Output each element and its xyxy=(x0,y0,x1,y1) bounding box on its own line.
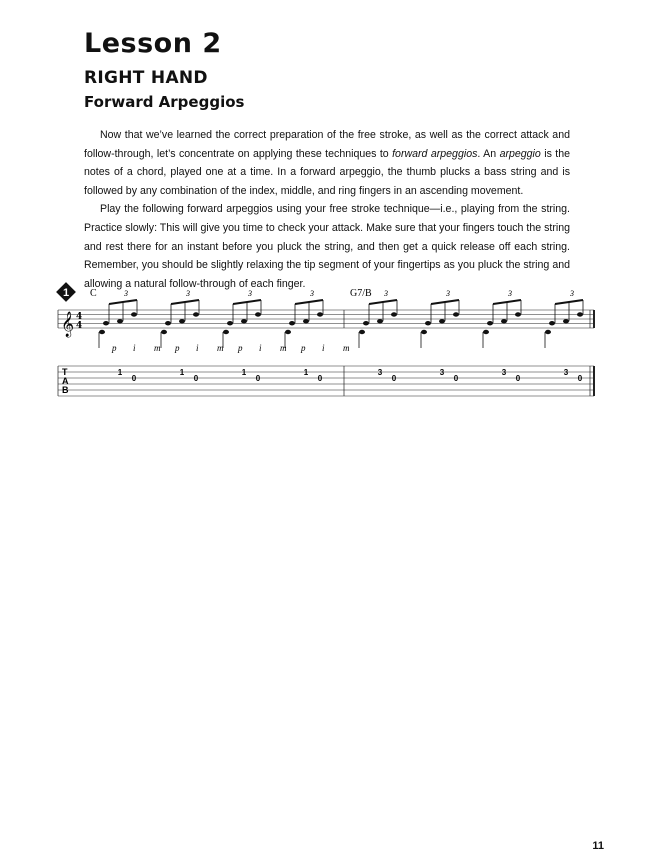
note-head xyxy=(103,321,109,325)
note-head xyxy=(501,319,507,323)
tab-fret-number: 1 xyxy=(117,368,123,377)
note-head xyxy=(545,330,551,334)
tab-clef-letter: A xyxy=(62,376,69,386)
note-head xyxy=(227,321,233,325)
note-head xyxy=(255,312,261,316)
note-head xyxy=(563,319,569,323)
triplet-group xyxy=(99,289,137,348)
tab-fret-number: 1 xyxy=(303,368,309,377)
note-head xyxy=(425,321,431,325)
tab-clef-letter: B xyxy=(62,385,69,395)
fingering-row xyxy=(111,343,350,353)
triplet-label: 3 xyxy=(310,289,314,298)
note-head xyxy=(131,312,137,316)
tab-fret-number: 0 xyxy=(131,374,137,383)
subsection-title: Forward Arpeggios xyxy=(84,93,245,111)
note-head xyxy=(193,312,199,316)
note-head xyxy=(117,319,123,323)
finger-label: i xyxy=(322,343,325,353)
tab-fret-number: 0 xyxy=(255,374,261,383)
finger-label: p xyxy=(175,343,180,353)
example-number: 1 xyxy=(62,287,70,299)
music-staff xyxy=(58,310,594,328)
tab-fret-number: 3 xyxy=(501,368,507,377)
chord-symbol: G7/B xyxy=(350,288,372,299)
triplet-group xyxy=(545,289,583,348)
finger-label: m xyxy=(154,343,161,353)
note-head xyxy=(165,321,171,325)
finger-label: p xyxy=(112,343,117,353)
note-head xyxy=(285,330,291,334)
finger-label: p xyxy=(301,343,306,353)
finger-label: m xyxy=(280,343,287,353)
triplet-group xyxy=(223,289,261,348)
triplet-label: 3 xyxy=(124,289,128,298)
note-head xyxy=(453,312,459,316)
note-head xyxy=(487,321,493,325)
tab-fret-number: 0 xyxy=(193,374,199,383)
tab-fret-number: 0 xyxy=(577,374,583,383)
tab-fret-number: 0 xyxy=(317,374,323,383)
note-head xyxy=(483,330,489,334)
finger-label: i xyxy=(196,343,199,353)
note-head xyxy=(391,312,397,316)
note-head xyxy=(161,330,167,334)
tab-staff xyxy=(58,366,594,396)
example-1 xyxy=(54,282,599,412)
paragraph-2: Play the following forward arpeggios using your free stroke technique—i.e., playing from the string. Practice slowly: This will give you time to check your attack. Make sure that your fingers touch the string and rest there for an instant before you pluck the string, and then get a quick release off each string. Remember, you should be slightly relaxing the tip segment of your fingertips as you pluck the string and allowing a natural follow-through of each finger. xyxy=(84,203,570,290)
note-head xyxy=(363,321,369,325)
example-notation xyxy=(54,282,599,412)
triplet-group xyxy=(285,289,323,348)
note-head xyxy=(577,312,583,316)
tab-fret-number: 3 xyxy=(439,368,445,377)
triplet-label: 3 xyxy=(508,289,512,298)
note-head xyxy=(223,330,229,334)
triplet-group xyxy=(421,289,459,348)
triplet-label: 3 xyxy=(186,289,190,298)
treble-clef-icon: 𝄞 xyxy=(61,312,75,337)
tab-fret-number: 3 xyxy=(563,368,569,377)
tab-fret-number: 0 xyxy=(391,374,397,383)
tab-fret-number: 1 xyxy=(241,368,247,377)
example-number-badge xyxy=(56,282,76,302)
note-head xyxy=(421,330,427,334)
page-number: 11 xyxy=(592,840,604,852)
chord-symbol: C xyxy=(90,288,97,299)
triplet-label: 3 xyxy=(248,289,252,298)
time-signature: 4 xyxy=(76,312,83,322)
note-head xyxy=(439,319,445,323)
tab-fret-number: 0 xyxy=(515,374,521,383)
note-head xyxy=(377,319,383,323)
triplet-label: 3 xyxy=(446,289,450,298)
tab-fret-number: 0 xyxy=(453,374,459,383)
finger-label: m xyxy=(217,343,224,353)
section-title: RIGHT HAND xyxy=(84,68,208,88)
finger-label: m xyxy=(343,343,350,353)
triplet-label: 3 xyxy=(570,289,574,298)
tab-fret-number: 1 xyxy=(179,368,185,377)
finger-label: i xyxy=(133,343,136,353)
note-head xyxy=(317,312,323,316)
time-signature: 4 xyxy=(76,321,83,331)
triplet-group xyxy=(161,289,199,348)
triplet-label: 3 xyxy=(384,289,388,298)
tab-fret-number: 3 xyxy=(377,368,383,377)
triplet-group xyxy=(483,289,521,348)
note-head xyxy=(303,319,309,323)
note-head xyxy=(289,321,295,325)
note-head xyxy=(179,319,185,323)
body-text xyxy=(84,126,570,293)
note-head xyxy=(515,312,521,316)
note-head xyxy=(549,321,555,325)
finger-label: p xyxy=(238,343,243,353)
paragraph-1: Now that we’ve learned the correct preparation of the free stroke, as well as the correct attack and follow-through, let’s concentrate on applying these techniques to forward arpeggios. An arpeggio is the notes of a chord, played one at a time. In a forward arpeggio, the thumb plucks a bass string and is followed by any combination of the index, middle, and ring fingers in an ascending movement. xyxy=(84,129,571,197)
finger-label: i xyxy=(259,343,262,353)
note-head xyxy=(99,330,105,334)
tab-clef-letter: T xyxy=(62,367,68,377)
note-head xyxy=(241,319,247,323)
note-head xyxy=(359,330,365,334)
lesson-title: Lesson 2 xyxy=(84,28,222,59)
